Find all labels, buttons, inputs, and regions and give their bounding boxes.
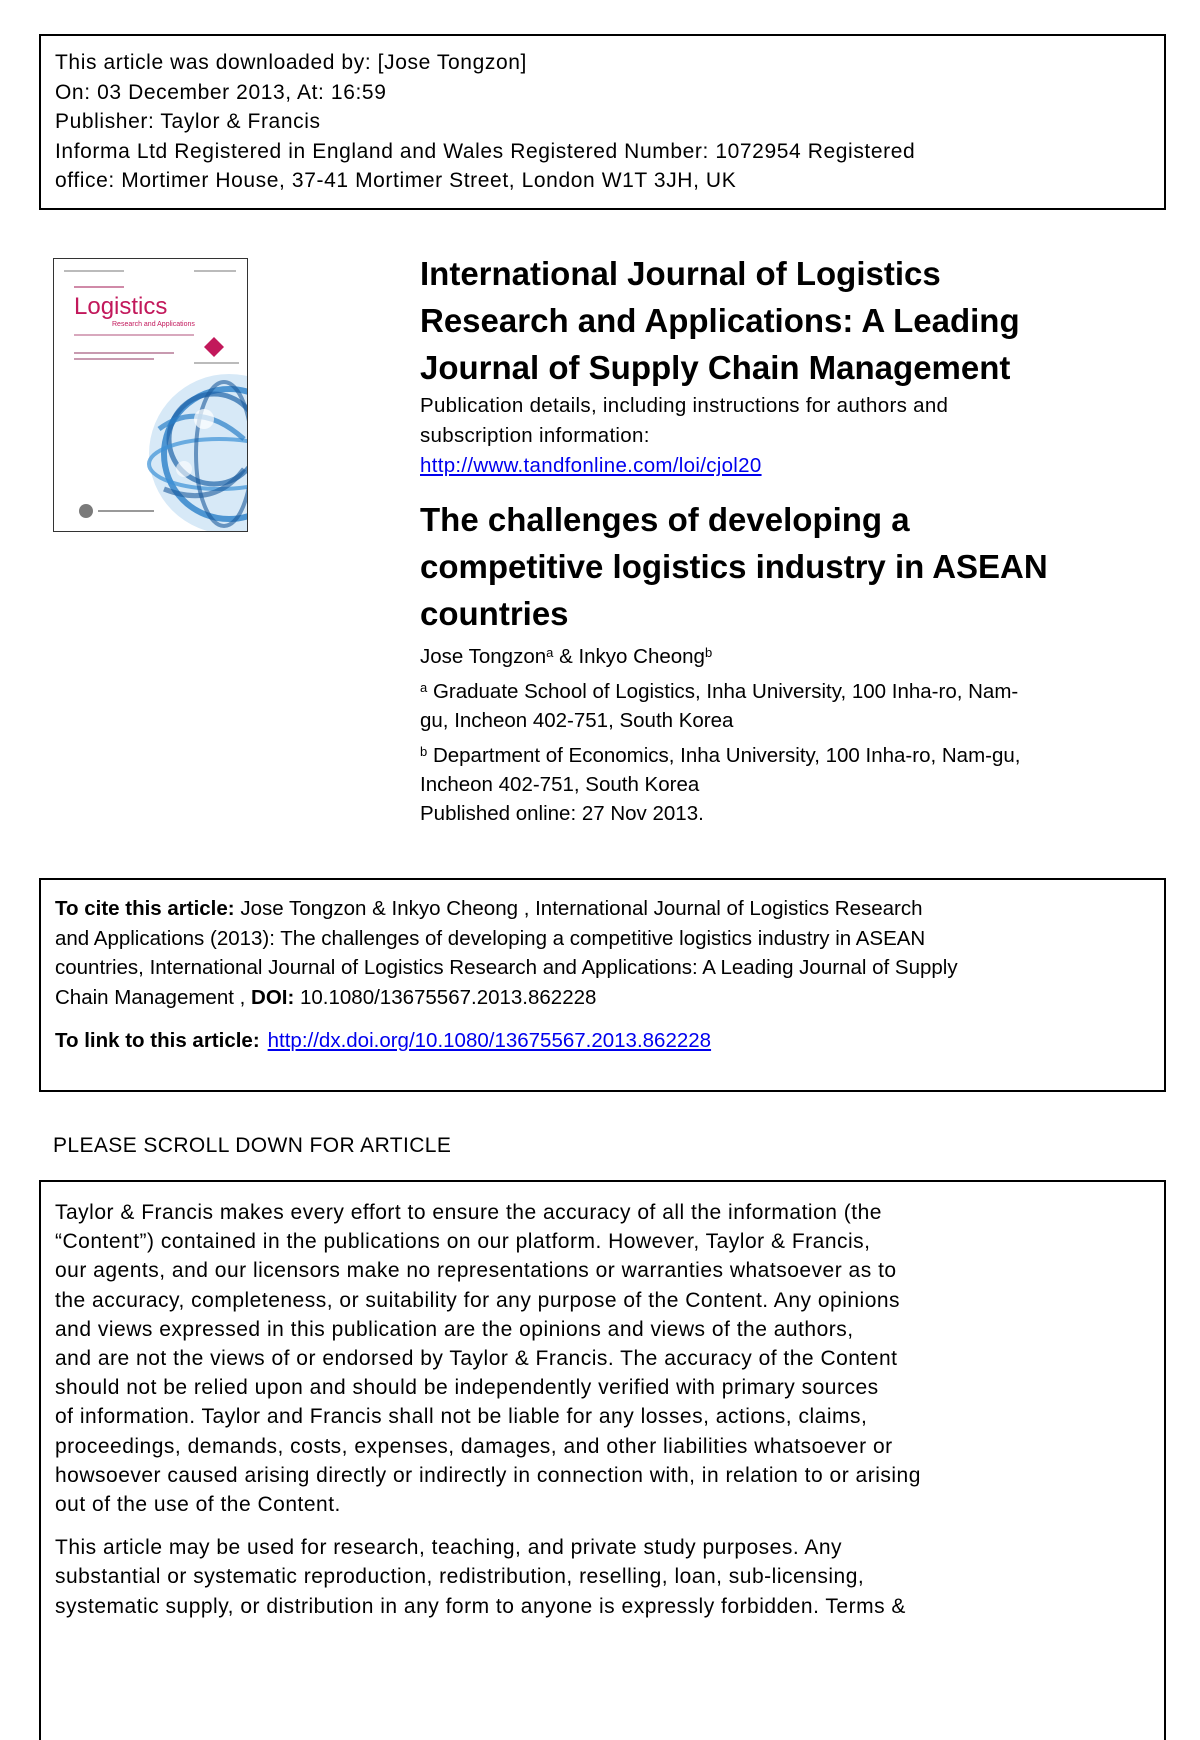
terms-line: This article may be used for research, teaching, and private study purposes. Any (55, 1536, 843, 1560)
journal-cover-image (53, 258, 248, 532)
journal-cover-art (54, 259, 247, 531)
download-info-box (39, 34, 1166, 210)
scroll-notice: PLEASE SCROLL DOWN FOR ARTICLE (53, 1134, 452, 1157)
disclaimer-line: “Content”) contained in the publications on our platform. However, Taylor & Francis, (55, 1230, 871, 1254)
published-date: Published online: 27 Nov 2013. (420, 802, 704, 825)
article-title (420, 496, 1160, 637)
article-title-line: competitive logistics industry in ASEAN (420, 548, 1048, 585)
disclaimer-paragraph (55, 1198, 1150, 1519)
disclaimer-line: proceedings, demands, costs, expenses, damages, and other liabilities whatsoever or (55, 1434, 893, 1458)
article-title-line: The challenges of developing a (420, 501, 910, 538)
disclaimer-line: of information. Taylor and Francis shall not be liable for any losses, actions, claims, (55, 1405, 868, 1429)
cover-title: Logistics (74, 293, 168, 320)
disclaimer-line: howsoever caused arising directly or indirectly in connection with, in relation to or arising (55, 1463, 921, 1487)
journal-info (420, 250, 1160, 481)
publication-details (420, 391, 1160, 451)
author-affiliation-mark: b (704, 645, 713, 660)
download-info-line: Informa Ltd Registered in England and Wales Registered Number: 1072954 Registered (55, 139, 916, 163)
disclaimer-line: and views expressed in this publication are the opinions and views of the authors, (55, 1317, 854, 1341)
journal-title (420, 250, 1160, 391)
link-label: To link to this article: (55, 1029, 260, 1052)
cite-text: countries, International Journal of Logistics Research and Applications: A Leading Journal of Supply (55, 956, 958, 979)
terms-paragraph (55, 1533, 1150, 1621)
disclaimer-line: the accuracy, completeness, or suitability for any purpose of the Content. Any opinions (55, 1288, 901, 1312)
disclaimer-line: our agents, and our licensors make no representations or warranties whatsoever as to (55, 1259, 897, 1283)
journal-title-line: International Journal of Logistics (420, 255, 941, 292)
affiliation-line: Graduate School of Logistics, Inha University, 100 Inha-ro, Nam- (432, 680, 1019, 703)
affiliation-mark: b (420, 744, 428, 759)
disclaimer-line: Taylor & Francis makes every effort to ensure the accuracy of all the information (the (55, 1201, 882, 1224)
cite-text: Jose Tongzon & Inkyo Cheong , International Journal of Logistics Research (240, 897, 923, 920)
author-name: Jose Tongzon (420, 645, 547, 668)
doi-label: DOI: (251, 985, 295, 1009)
author-affiliation-mark: a (546, 645, 554, 660)
cite-text: and Applications (2013): The challenges of developing a competitive logistics industry in ASEAN (55, 926, 926, 950)
cover-subtitle: Research and Applications (112, 321, 195, 328)
citation-box (39, 878, 1166, 1092)
journal-title-line: Research and Applications: A Leading (420, 302, 1020, 339)
affiliation-b (420, 741, 1160, 799)
download-info-line: On: 03 December 2013, At: 16:59 (55, 80, 387, 104)
publication-details-line: subscription information: (420, 424, 650, 447)
affiliation-line: Department of Economics, Inha University, 100 Inha-ro, Nam-gu, (432, 744, 1021, 767)
terms-line: substantial or systematic reproduction, redistribution, reselling, loan, sub-licensing, (55, 1565, 865, 1589)
publication-details-line: Publication details, including instructions for authors and (420, 394, 949, 417)
author-list (420, 643, 1160, 671)
cite-text: Chain Management , (55, 985, 252, 1009)
journal-title-line: Journal of Supply Chain Management (420, 349, 1011, 386)
affiliation-line: Incheon 402-751, South Korea (420, 773, 700, 796)
disclaimer-line: should not be relied upon and should be independently verified with primary sources (55, 1376, 879, 1400)
article-doi-link[interactable]: http://dx.doi.org/10.1080/13675567.2013.862228 (267, 1029, 712, 1052)
cite-label: To cite this article: (55, 897, 235, 920)
terms-line: systematic supply, or distribution in any form to anyone is expressly forbidden. Terms & (55, 1594, 906, 1618)
affiliation-line: gu, Incheon 402-751, South Korea (420, 709, 734, 732)
affiliation-mark: a (420, 680, 428, 695)
disclaimer-line: and are not the views of or endorsed by Taylor & Francis. The accuracy of the Content (55, 1347, 898, 1371)
article-title-line: countries (420, 595, 569, 632)
download-info-line: office: Mortimer House, 37-41 Mortimer Street, London W1T 3JH, UK (55, 169, 737, 192)
journal-url-link[interactable]: http://www.tandfonline.com/loi/cjol20 (420, 454, 762, 477)
author-name: Inkyo Cheong (578, 645, 705, 668)
disclaimer-line: out of the use of the Content. (55, 1493, 341, 1517)
download-info-line: Publisher: Taylor & Francis (55, 110, 321, 133)
affiliation-a (420, 677, 1160, 735)
disclaimer-box (39, 1180, 1166, 1740)
doi-value: 10.1080/13675567.2013.862228 (300, 985, 597, 1009)
author-separator: & (553, 645, 579, 668)
download-info-line: This article was downloaded by: [Jose Tongzon] (55, 51, 527, 74)
article-info (420, 496, 1160, 828)
